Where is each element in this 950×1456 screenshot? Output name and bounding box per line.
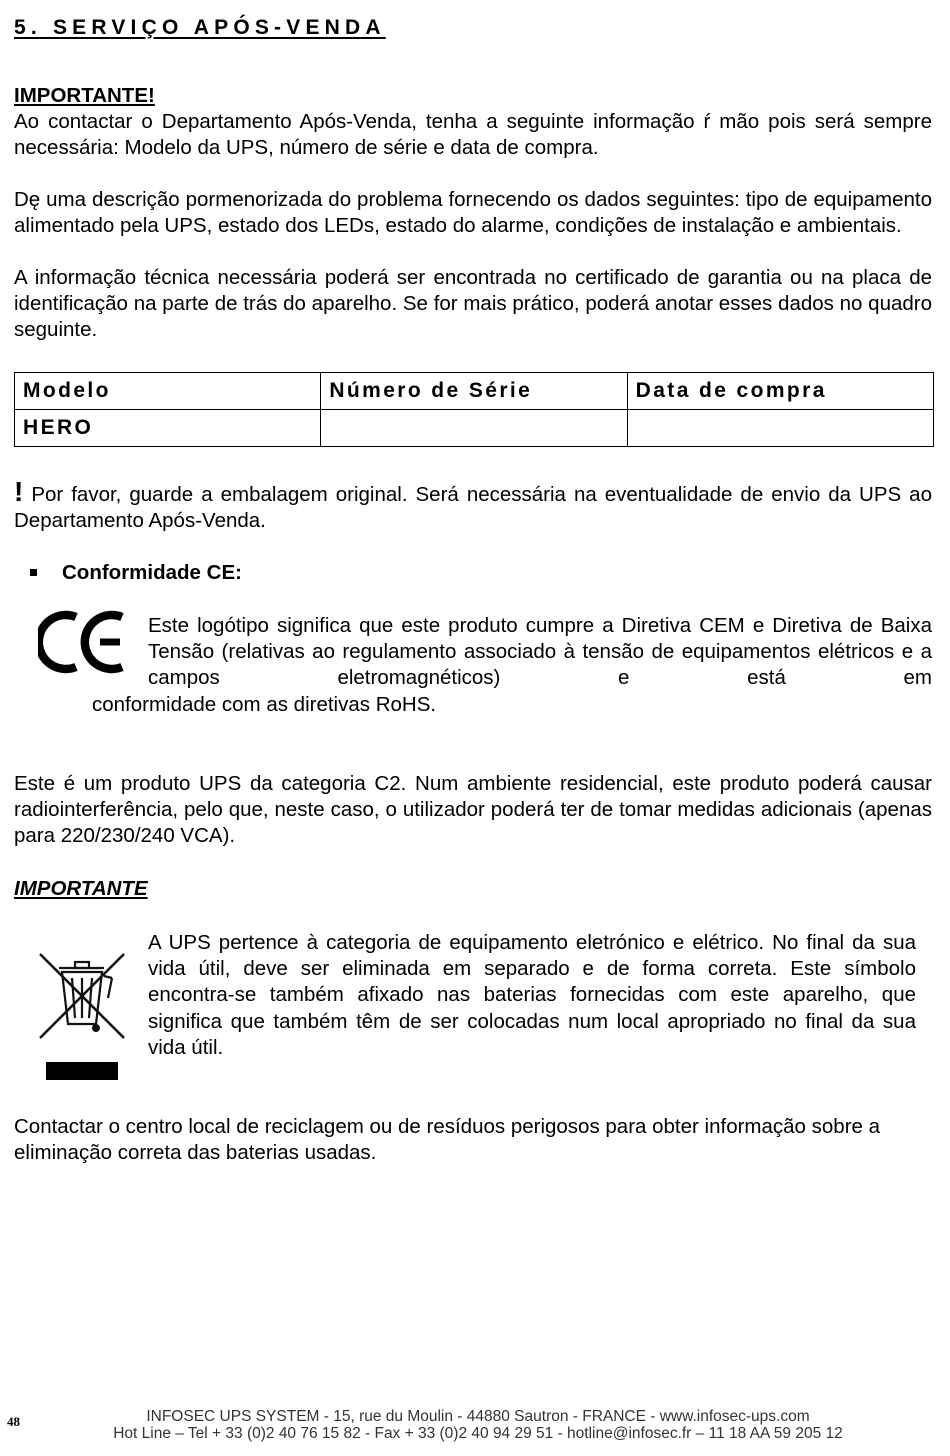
contact-paragraph: Ao contactar o Departamento Após-Venda, tenha a seguinte informação ŕ mão pois será sempre necessária: Modelo da UPS, número de série e data de compra.: [14, 110, 932, 160]
important2-heading: IMPORTANTE: [14, 877, 148, 900]
footer-address: INFOSEC UPS SYSTEM - 15, rue du Moulin - 44880 Sautron - FRANCE - www.infosec-ups.com: [146, 1408, 810, 1425]
footer-contact: Hot Line – Tel + 33 (0)2 40 76 15 82 - Fax + 33 (0)2 40 94 29 51 - hotline@infosec.fr – 11 18 AA 59 205 12: [113, 1425, 843, 1442]
table-cell-serial: [321, 410, 627, 447]
ce-heading: Conformidade CE:: [62, 561, 242, 584]
table-header-date: Data de compra: [627, 373, 933, 410]
exclamation-mark: !: [14, 476, 24, 507]
describe-paragraph: Dę uma descrição pormenorizada do problema fornecendo os dados seguintes: tipo de equipamento alimentado pela UPS, estado dos LEDs, estado do alarme, condições de instalação e ambientais.: [14, 188, 932, 238]
ce-mark-icon: [38, 606, 130, 678]
info-table: [14, 372, 934, 447]
c2-paragraph: Este é um produto UPS da categoria C2. Num ambiente residencial, este produto poderá causar radiointerferência, pelo que, neste caso, o utilizador poderá ter de tomar medidas adicionais (apenas para 220/230/240 VCA).: [14, 772, 932, 848]
table-header-serial: Número de Série: [321, 373, 627, 410]
important-heading: IMPORTANTE!: [14, 84, 155, 107]
table-cell-date: [627, 410, 933, 447]
ce-logo: [38, 606, 130, 678]
packaging-note: [14, 476, 932, 534]
weee-text: A UPS pertence à categoria de equipamento eletrónico e elétrico. No final da sua vida útil, deve ser eliminada em separado e de forma correta. Este símbolo encontra-se também afixado nas baterias fornecidas com este aparelho, que significa que também têm de ser colocadas num local apropriado no final da sua vida útil.: [148, 931, 916, 1059]
info-table-row: [15, 410, 934, 447]
packaging-note-text: Por favor, guarde a embalagem original. Será necessária na eventualidade de envio da UPS ao Departamento Após-Venda.: [14, 483, 932, 533]
section-title: 5. SERVIÇO APÓS-VENDA: [14, 16, 386, 39]
bullet-icon: [30, 569, 37, 576]
ce-text: Este logótipo significa que este produto cumpre a Diretiva CEM e Diretiva de Baixa Tensão (relativas ao regulamento associado à tensão de equipamentos elétricos e a campos eletromagnéticos) e está em: [148, 614, 932, 690]
table-cell-model: HERO: [15, 410, 321, 447]
ce-text-last-line: conformidade com as diretivas RoHS.: [92, 693, 437, 716]
recycling-paragraph: Contactar o centro local de reciclagem ou de resíduos perigosos para obter informação sobre a eliminação correta das baterias usadas.: [14, 1115, 881, 1165]
table-header-model: Modelo: [15, 373, 321, 410]
page-number: 48: [7, 1414, 20, 1429]
weee-logo: [34, 946, 130, 1086]
crossed-bin-icon: [34, 946, 130, 1086]
technical-paragraph: A informação técnica necessária poderá ser encontrada no certificado de garantia ou na placa de identificação na parte de trás do aparelho. Se for mais prático, poderá anotar esses dados no quadro seguinte.: [14, 266, 932, 342]
info-table-header-row: [15, 373, 934, 410]
